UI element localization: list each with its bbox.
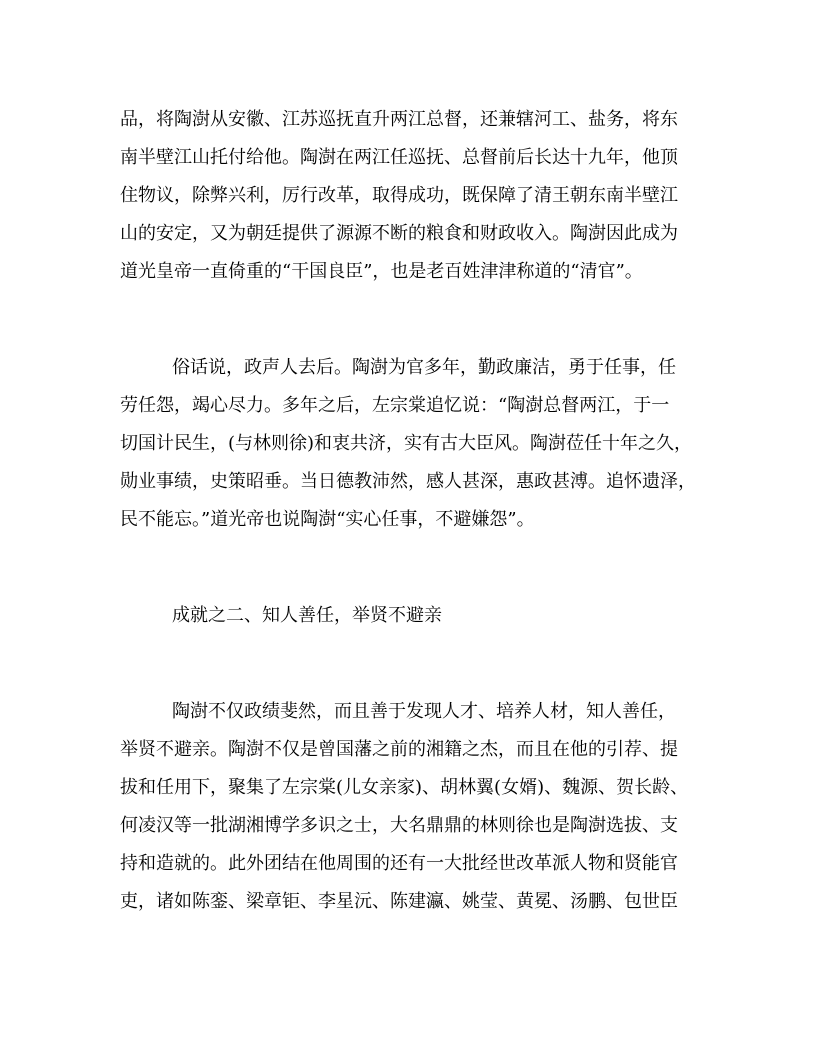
paragraph-3-line-4: 何凌汉等一批湖湘博学多识之士，大名鼎鼎的林则徐也是陶澍选拔、支 [120, 815, 678, 836]
paragraph-3-line-5: 持和造就的。此外团结在他周围的还有一大批经世改革派人物和贤能官 [120, 853, 678, 874]
paragraph-3-line-2: 举贤不避亲。陶澍不仅是曾国藩之前的湘籍之杰，而且在他的引荐、提 [120, 739, 678, 760]
paragraph-1-line-4: 山的安定，又为朝廷提供了源源不断的粮食和财政收入。陶澍因此成为 [120, 223, 678, 244]
paragraph-2-line-2: 劳任怨，竭心尽力。多年之后，左宗棠追忆说：“陶澍总督两江，于一 [120, 395, 670, 416]
paragraph-1-line-3: 住物议，除弊兴利，厉行改革，取得成功，既保障了清王朝东南半壁江 [120, 185, 678, 206]
paragraph-1-line-2: 南半壁江山托付给他。陶澍在两江任巡抚、总督前后长达十九年，他顶 [120, 147, 678, 168]
paragraph-1-line-5: 道光皇帝一直倚重的“干国良臣”，也是老百姓津津称道的“清官”。 [120, 261, 643, 282]
paragraph-1-line-1: 品，将陶澍从安徽、江苏巡抚直升两江总督，还兼辖河工、盐务，将东 [120, 109, 678, 130]
paragraph-2-line-5: 民不能忘。”道光帝也说陶澍“实心任事，不避嫌怨”。 [120, 509, 535, 530]
paragraph-2-line-1: 俗话说，政声人去后。陶澍为官多年，勤政廉洁，勇于任事，任 [172, 357, 676, 378]
section-heading: 成就之二、知人善任，举贤不避亲 [172, 605, 442, 626]
paragraph-3-line-3: 拔和任用下，聚集了左宗棠(儿女亲家)、胡林翼(女婿)、魏源、贺长龄、 [120, 777, 689, 798]
paragraph-3-line-1: 陶澍不仅政绩斐然，而且善于发现人才、培养人材，知人善任， [172, 701, 676, 722]
paragraph-3-line-6: 吏，诸如陈銮、梁章钜、李星沅、陈建瀛、姚莹、黄冕、汤鹏、包世臣 [120, 891, 678, 912]
paragraph-2-line-3: 切国计民生，(与林则徐)和衷共济，实有古大臣风。陶澍莅任十年之久， [120, 433, 693, 454]
paragraph-2-line-4: 勋业事绩，史策昭垂。当日德教沛然，感人甚深，惠政甚溥。追怀遗泽， [120, 471, 696, 492]
